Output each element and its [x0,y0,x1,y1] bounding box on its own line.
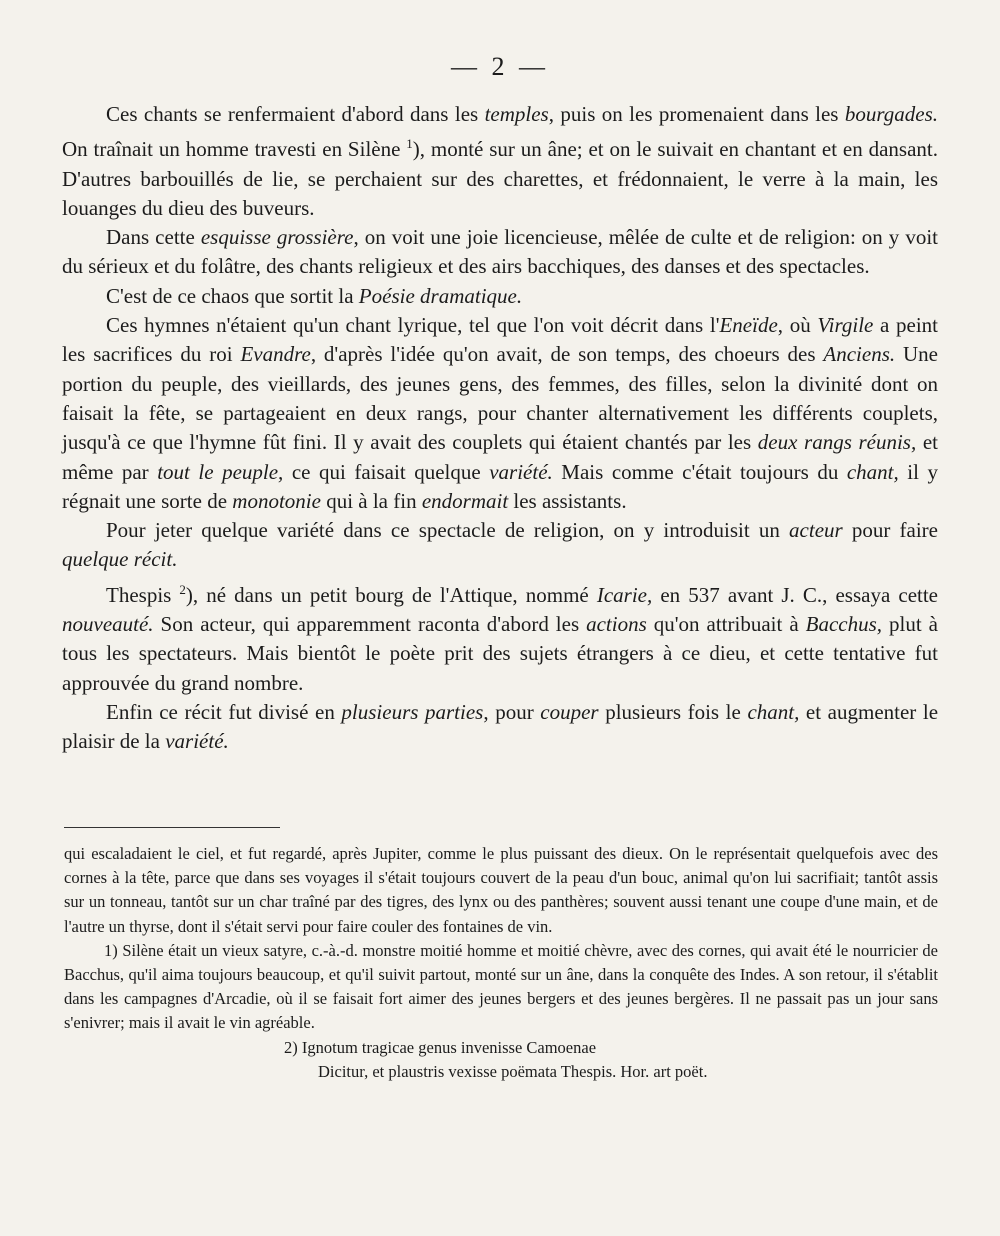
italic-run: tout le peuple, [157,459,284,484]
footnotes [64,842,938,1084]
italic-run: nouveauté. [62,612,154,637]
italic-run: monotonie [232,488,321,513]
italic-run: temples [484,102,549,126]
text-run: il y régnait une sorte de [62,459,938,513]
text-run: ce qui faisait quelque [283,459,490,484]
italic-run: plusieurs parties [341,699,484,724]
text-run: Mais comme c'était toujours du [552,459,847,484]
text-run: Enfin ce récit fut divisé en [106,699,342,724]
text-run: a peint les sacrifices du roi [62,313,939,367]
main-text [62,100,938,757]
text-run: Une portion du peuple, des vieillards, des jeunes gens, des femmes, des filles, selon la divinité dont on faisait la fête, se partageaient en deux rangs, pour chanter alternativement les différents couplets, jusqu'à ce que l'hymne fût fini. Il y avait des couplets qui étaient chantés par les [62,342,938,455]
text-run: , où [777,313,818,338]
text-run: Thespis [106,582,180,607]
italic-run: variété. [489,459,553,484]
text-run: et même par [62,430,938,484]
italic-run: Icarie, [596,582,653,607]
text-run: Ces chants se renfermaient d'abord dans les [106,102,485,126]
italic-run: endormait [421,488,509,513]
italic-run: variété. [165,729,229,754]
paragraph [62,223,938,282]
text-run: qu'on attribuait à [646,612,806,637]
paragraph [62,282,938,311]
paragraph [62,698,938,757]
italic-run: deux rangs réunis, [757,430,917,455]
text-run: Son acteur, qui apparemment raconta d'abord les [153,612,587,637]
text-run: , on voit une joie licencieuse, mêlée de culte et de religion: on y voit du sérieux et du folâtre, des chants religieux et des airs bacchiques, des danses et des spectacles. [62,225,938,279]
italic-run: esquisse grossière [200,225,354,250]
text-run: Ces hymnes n'étaient qu'un chant lyrique, tel que l'on voit décrit dans l' [106,313,720,338]
footnote-2-line-1: 2) Ignotum tragicae genus invenisse Camoenae [284,1037,597,1057]
text-run: pour faire [842,518,938,543]
paragraph [62,100,938,223]
text-run: ), monté sur un âne; et on le suivait en chantant et en dansant. D'autres barbouillés de lie, se perchaient sur des charettes, et frédonnaient, le verre à la main, les louanges du dieu des buveurs. [62,137,938,220]
italic-run: couper [540,699,599,724]
italic-run: bourgades. [844,102,938,126]
paragraph [62,311,938,516]
paragraph [62,575,938,698]
text-run: qui à la fin [320,488,422,513]
text-run: et augmenter le plaisir de la [62,699,939,754]
italic-run: chant, [747,699,800,724]
italic-run: acteur [789,518,843,543]
text-run: les assistants. [508,488,627,513]
footnote-ref: 1 [406,136,413,152]
footnote-continuation: qui escaladaient le ciel, et fut regardé, après Jupiter, comme le plus puissant des dieux. On le représentait quelquefois avec des cornes à la tête, parce que dans ses voyages il s'était toujours couvert de la peau d'un bouc, animal qu'on lui sacrifiait; tantôt assis sur un tonneau, tantôt sur un char traîné par des tigres, des lynx ou des panthères; souvent aussi tenant une coupe d'une main, et de l'autre un thyrse, dont il s'était servi pour faire couler des fontaines de vin. [64,844,938,936]
text-run: On traînait un homme travesti en Silène [62,137,407,162]
italic-run: Evandre [240,342,311,367]
italic-run: chant, [846,459,899,484]
text-run: Pour jeter quelque variété dans ce spectacle de religion, on y introduisit un [106,518,790,543]
text-run: C'est de ce chaos que sortit la [106,283,359,308]
text-run: en 537 avant J. C., essaya cette [652,582,939,607]
page-number: — 2 — [451,52,549,81]
italic-run: Eneïde [719,313,778,338]
italic-run: quelque récit. [62,547,178,572]
italic-run: Virgile [817,313,874,338]
footnote-divider [64,827,280,828]
footnote-ref: 2 [179,581,186,597]
text-run: , puis on les promenaient dans les [548,102,845,126]
footnote-1: 1) Silène était un vieux satyre, c.-à.-d. monstre moitié homme et moitié chèvre, avec des cornes, qui avait été le nourricier de Bacchus, qu'il aima toujours beaucoup, et qu'il suivit partout, monté sur un âne, dans la conquête des Indes. A son retour, il s'établit dans les campagnes d'Arcadie, où il se faisait fort aimer des jeunes bergers et des jeunes bergères. Il ne passait pas un jour sans s'enivrer; mais il avait le vin agréable. [64,940,938,1033]
text-run: plusieurs fois le [598,699,748,724]
italic-run: Anciens. [823,342,896,367]
text-run: , d'après l'idée qu'on avait, de son temps, des choeurs des [310,342,824,367]
text-run: ), né dans un petit bourg de l'Attique, nommé [185,582,597,607]
italic-run: Poésie dramatique. [358,283,523,308]
text-run: Dans cette [106,225,201,250]
italic-run: actions [586,612,647,637]
text-run: , pour [483,699,541,724]
italic-run: Bacchus, [805,612,883,637]
paragraph [62,516,938,575]
footnote-2-line-2: Dicitur, et plaustris vexisse poëmata Thespis. Hor. art poët. [318,1061,708,1081]
text-run: plut à tous les spectateurs. Mais bientôt le poète prit des sujets étrangers à ce dieu, et cette tentative fut approuvée du grand nombre. [62,612,938,695]
